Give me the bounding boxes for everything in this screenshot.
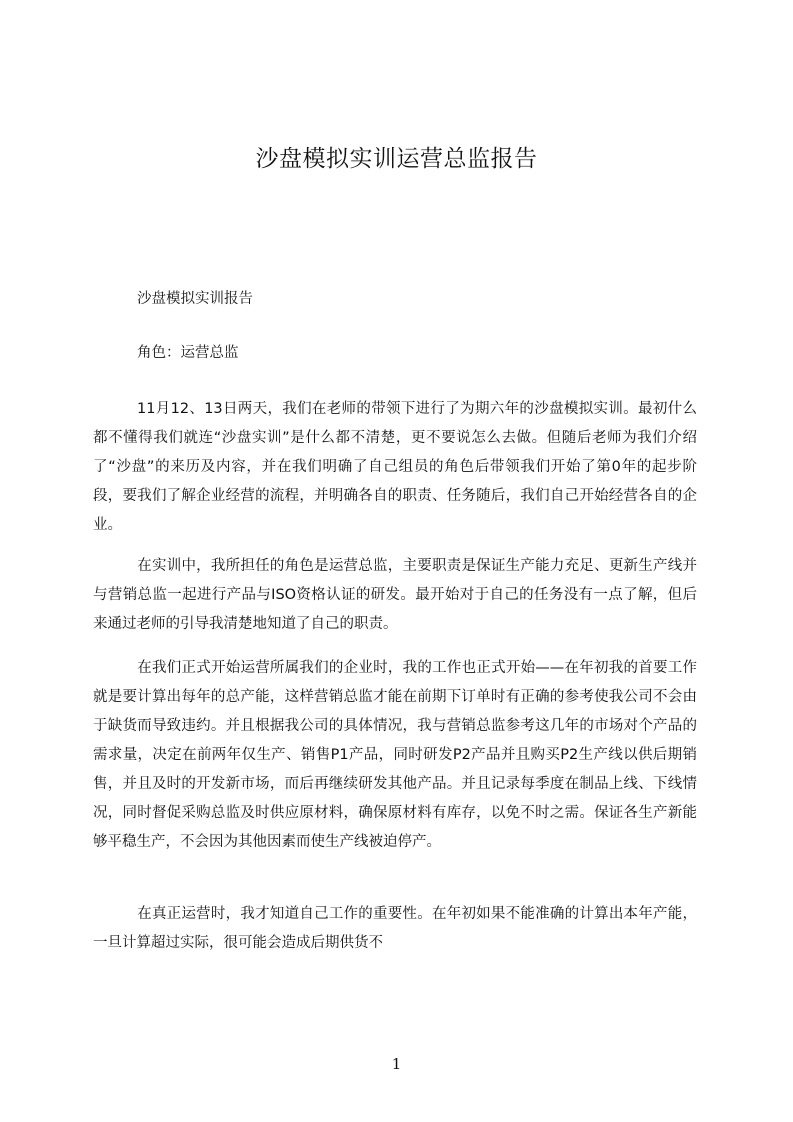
paragraph-reflection: 在真正运营时，我才知道自己工作的重要性。在年初如果不能准确的计算出本年产能，一旦计算超过实际，很可能会造成后期供货不 (93, 906, 697, 951)
paragraph-responsibilities: 在实训中，我所担任的角色是运营总监，主要职责是保证生产能力充足、更新生产线并与营销总监一起进行产品与ISO资格认证的研发。最开始对于自己的任务没有一点了解，但后来通过老师的引导我清楚地知道了自己的职责。 (93, 558, 697, 632)
paragraph-operations: 在我们正式开始运营所属我们的企业时，我的工作也正式开始——在年初我的首要工作就是要计算出每年的总产能，这样营销总监才能在前期下订单时有正确的参考使我公司不会由于缺货而导致违约。并且根据我公司的具体情况，我与营销总监参考这几年的市场对个产品的需求量，决定在前两年仅生产、销售P1产品，同时研发P2产品并且购买P2生产线以供后期销售，并且及时的开发新市场，而后再继续研发其他产品。并且记录每季度在制品上线、下线情况，同时督促采购总监及时供应原材料，确保原材料有库存，以免不时之需。保证各生产新能够平稳生产，不会因为其他因素而使生产线被迫停产。 (93, 660, 697, 850)
page-number: 1 (391, 1055, 402, 1073)
paragraph-role: 角色：运营总监 (137, 345, 239, 361)
document-title: 沙盘模拟实训运营总监报告 (255, 146, 538, 172)
paragraph-report-name: 沙盘模拟实训报告 (137, 291, 253, 307)
paragraph-introduction: 11月12、13日两天，我们在老师的带领下进行了为期六年的沙盘模拟实训。最初什么都不懂得我们就连“沙盘实训”是什么都不清楚，更不要说怎么去做。但随后老师为我们介绍了“沙盘”的来历及内容，并在我们明确了自己组员的角色后带领我们开始了第0年的起步阶段，要我们了解企业经营的流程，并明确各自的职责、任务随后，我们自己开始经营各自的企业。 (93, 401, 697, 533)
